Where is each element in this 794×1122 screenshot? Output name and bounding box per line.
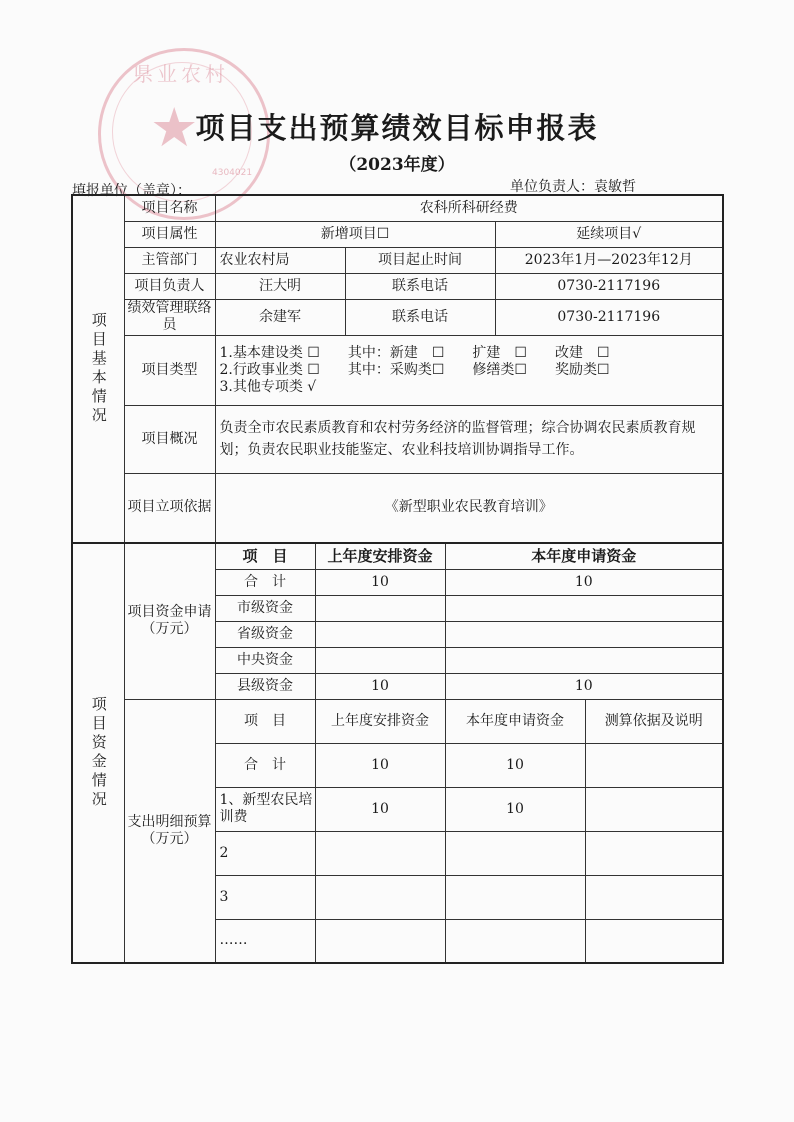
apply-label: 项目资金申请（万元） [124, 543, 215, 699]
detail-row-this [445, 831, 585, 875]
detail-row-label: 3 [215, 875, 315, 919]
detail-col-this: 本年度申请资金 [445, 699, 585, 743]
detail-row-last [315, 919, 445, 963]
attr-new-checkbox: 新增项目☐ [215, 221, 495, 247]
detail-col-item: 项 目 [215, 699, 315, 743]
phone-value: 0730-2117196 [495, 273, 723, 299]
detail-row-last [315, 831, 445, 875]
project-name-value: 农科所科研经费 [215, 195, 723, 221]
detail-row-label: …… [215, 919, 315, 963]
stamp-text: 県业农村 [133, 62, 229, 86]
apply-row-this: 10 [445, 673, 723, 699]
apply-row-label: 合 计 [215, 569, 315, 595]
apply-row-this [445, 647, 723, 673]
type-line-1: 1.基本建设类 ☐ 其中：新建 ☐ 扩建 ☐ 改建 ☐ [219, 344, 610, 361]
apply-col-this: 本年度申请资金 [445, 543, 723, 569]
detail-row-label: 1、新型农民培训费 [215, 787, 315, 831]
apply-row-last [315, 647, 445, 673]
project-attr-label: 项目属性 [124, 221, 215, 247]
attr-continue-checkbox: 延续项目√ [495, 221, 723, 247]
apply-row-label: 市级资金 [215, 595, 315, 621]
type-line-3: 3.其他专项类 √ [219, 378, 317, 395]
basis-value: 《新型职业农民教育培训》 [215, 473, 723, 543]
type-line-2: 2.行政事业类 ☐ 其中：采购类☐ 修缮类☐ 奖励类☐ [219, 361, 610, 378]
apply-row-label: 中央资金 [215, 647, 315, 673]
funds-table [71, 542, 724, 964]
apply-row-last: 10 [315, 673, 445, 699]
leader-label: 项目负责人 [124, 273, 215, 299]
detail-col-last: 上年度安排资金 [315, 699, 445, 743]
perf-contact-label: 绩效管理联络员 [124, 299, 215, 335]
basis-label: 项目立项依据 [124, 473, 215, 543]
dept-label: 主管部门 [124, 247, 215, 273]
detail-row-this [445, 875, 585, 919]
stamp-star-icon: ★ [150, 96, 199, 159]
basic-section-label: 项目基本情况 [72, 195, 124, 543]
apply-col-last: 上年度安排资金 [315, 543, 445, 569]
period-value: 2023年1月—2023年12月 [495, 247, 723, 273]
detail-row-note [585, 875, 723, 919]
period-label: 项目起止时间 [345, 247, 495, 273]
phone2-label: 联系电话 [345, 299, 495, 335]
detail-row-this: 10 [445, 743, 585, 787]
detail-row-label: 合 计 [215, 743, 315, 787]
apply-row-this [445, 621, 723, 647]
page-year: （2023年度） [339, 155, 455, 175]
apply-row-label: 县级资金 [215, 673, 315, 699]
leader-value: 汪大明 [215, 273, 345, 299]
apply-row-label: 省级资金 [215, 621, 315, 647]
detail-row-label: 2 [215, 831, 315, 875]
detail-row-this: 10 [445, 787, 585, 831]
project-name-label: 项目名称 [124, 195, 215, 221]
summary-label: 项目概况 [124, 405, 215, 473]
phone-label: 联系电话 [345, 273, 495, 299]
summary-value: 负责全市农民素质教育和农村劳务经济的监督管理；综合协调农民素质教育规划；负责农民职业技能鉴定、农业科技培训协调指导工作。 [215, 405, 723, 473]
detail-row-note [585, 919, 723, 963]
apply-row-this: 10 [445, 569, 723, 595]
detail-row-note [585, 743, 723, 787]
dept-value: 农业农村局 [215, 247, 345, 273]
apply-row-last: 10 [315, 569, 445, 595]
apply-col-item: 项 目 [215, 543, 315, 569]
project-type-options [215, 335, 723, 405]
detail-col-note: 测算依据及说明 [585, 699, 723, 743]
detail-row-last: 10 [315, 787, 445, 831]
detail-row-note [585, 831, 723, 875]
unit-head: 单位负责人：袁敏哲 [510, 179, 636, 195]
stamp-number: 4304021 [212, 168, 253, 178]
detail-row-note [585, 787, 723, 831]
detail-row-this [445, 919, 585, 963]
apply-row-this [445, 595, 723, 621]
basic-info-table [71, 194, 724, 544]
phone2-value: 0730-2117196 [495, 299, 723, 335]
project-type-label: 项目类型 [124, 335, 215, 405]
detail-row-last [315, 875, 445, 919]
apply-row-last [315, 621, 445, 647]
detail-label: 支出明细预算（万元） [124, 699, 215, 963]
page-title: 项目支出预算绩效目标申报表 [195, 111, 599, 145]
unit-label: 填报单位（盖章）： [72, 183, 191, 199]
apply-row-last [315, 595, 445, 621]
funds-section-label: 项目资金情况 [72, 543, 124, 963]
detail-row-last: 10 [315, 743, 445, 787]
perf-contact-value: 余建军 [215, 299, 345, 335]
